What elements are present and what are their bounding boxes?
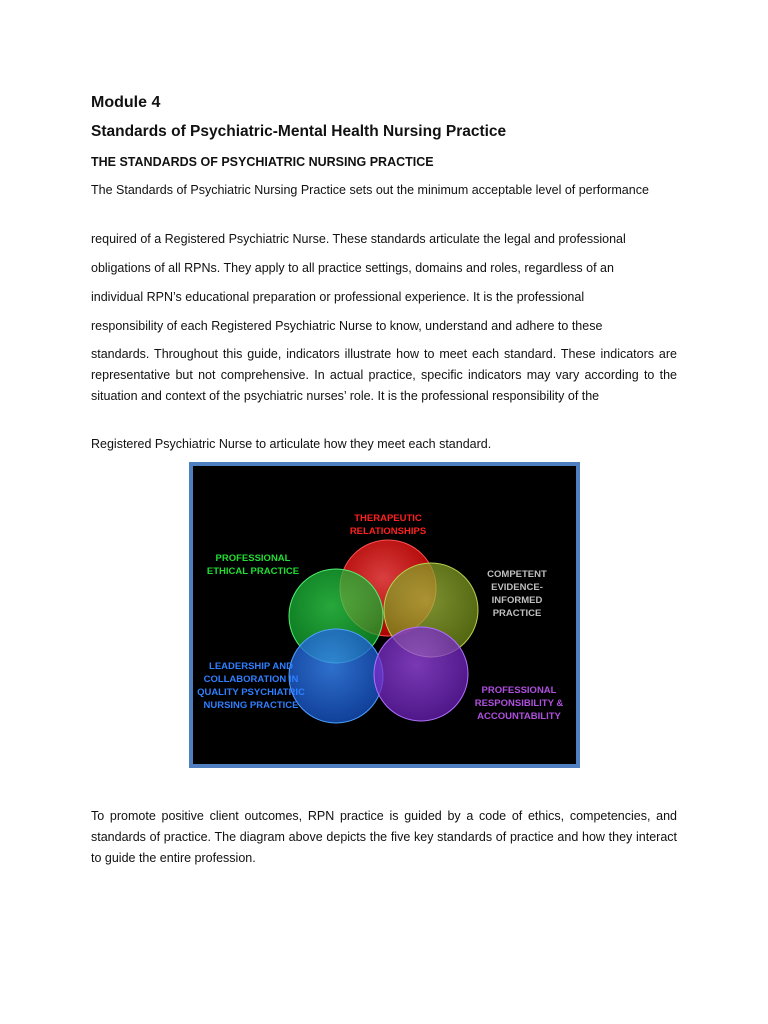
paragraph-8: To promote positive client outcomes, RPN practice is guided by a code of ethics, competencies, and standards of practice. The diagram above depicts the five key standards of practice and how they interact to guide the entire profession.: [91, 809, 677, 865]
page-title: Standards of Psychiatric-Mental Health Nursing Practice: [91, 123, 507, 140]
label-leadership-collaboration: LEADERSHIP AND COLLABORATION IN QUALITY PSYCHIATRIC NURSING PRACTICE: [197, 661, 305, 711]
circle-responsibility: [374, 627, 468, 721]
paragraph-7: Registered Psychiatric Nurse to articulate how they meet each standard.: [91, 437, 492, 451]
paragraph-1: The Standards of Psychiatric Nursing Practice sets out the minimum acceptable level of performance: [91, 183, 649, 197]
label-professional-responsibility: PROFESSIONAL RESPONSIBILITY & ACCOUNTABILITY: [474, 685, 564, 722]
module-label: Module 4: [91, 94, 161, 111]
label-professional-ethical-practice: PROFESSIONAL ETHICAL PRACTICE: [206, 553, 300, 577]
paragraph-5: responsibility of each Registered Psychiatric Nurse to know, understand and adhere to these: [91, 319, 603, 333]
section-heading: THE STANDARDS OF PSYCHIATRIC NURSING PRACTICE: [91, 155, 434, 169]
paragraph-4: individual RPN’s educational preparation or professional experience. It is the professional: [91, 290, 585, 304]
paragraph-6: standards. Throughout this guide, indicators illustrate how to meet each standard. These indicators are representative but not comprehensive. In actual practice, specific indicators may vary according to the situation and context of the psychiatric nurses’ role. It is the professional responsibility of the: [91, 347, 677, 403]
standards-venn-diagram: [189, 462, 580, 768]
label-therapeutic-relationships: THERAPEUTIC RELATIONSHIPS: [349, 513, 427, 537]
paragraph-3: obligations of all RPNs. They apply to all practice settings, domains and roles, regardless of an: [91, 261, 614, 275]
paragraph-2: required of a Registered Psychiatric Nurse. These standards articulate the legal and professional: [91, 232, 626, 246]
label-competent-evidence-informed-practice: COMPETENT EVIDENCE-INFORMED PRACTICE: [487, 569, 547, 619]
